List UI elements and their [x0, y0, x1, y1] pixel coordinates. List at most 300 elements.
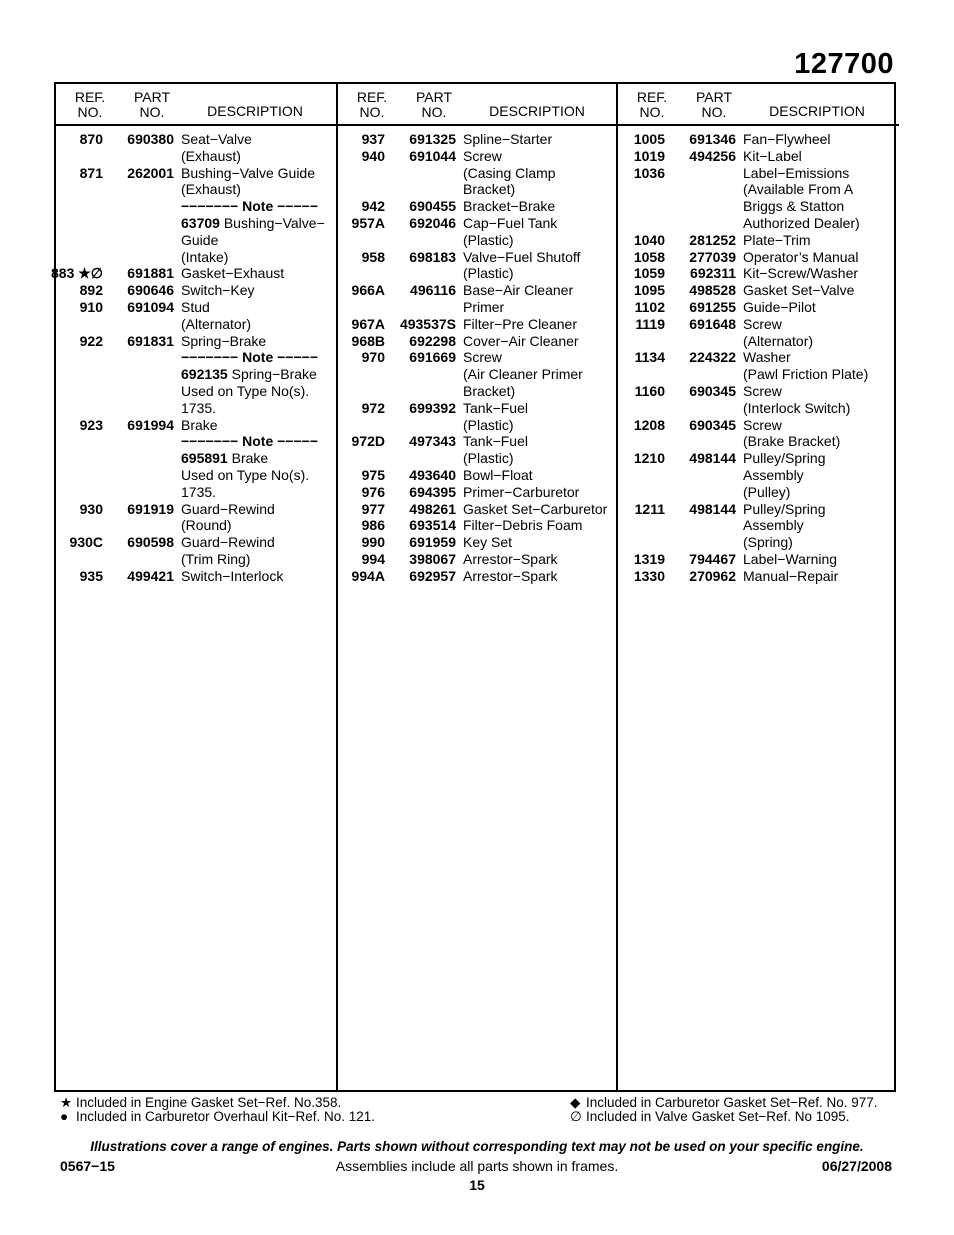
part-description [181, 501, 275, 518]
parts-row [338, 517, 619, 534]
part-description [743, 232, 811, 249]
parts-row [618, 400, 899, 417]
ref-no: 1119 [635, 315, 665, 332]
description-text: (Alternator) [743, 332, 814, 349]
part-description [181, 265, 284, 282]
part-description [463, 501, 607, 518]
parts-row [56, 551, 337, 568]
part-description [743, 265, 858, 282]
part-description [181, 551, 250, 568]
assemblies-note: Assemblies include all parts shown in frames. [335, 1158, 619, 1174]
ref-no: 976 [361, 483, 385, 500]
ref-no: 975 [361, 466, 385, 483]
description-text: (Brake Bracket) [743, 433, 841, 450]
part-no: 691669 [409, 349, 456, 366]
description-text: Guide−Pilot [743, 298, 816, 315]
parts-row [338, 165, 619, 182]
part-description [463, 282, 573, 299]
part-no: 691346 [689, 131, 736, 147]
part-description [181, 450, 268, 467]
part-no: 691325 [409, 131, 456, 147]
parts-row [56, 215, 337, 232]
parts-row [56, 282, 337, 299]
ref-no-header: REF. NO. [636, 89, 668, 120]
description-text: Authorized Dealer) [743, 214, 860, 231]
description-text: Bowl−Float [463, 466, 533, 483]
parts-row [56, 484, 337, 501]
parts-row [56, 433, 337, 450]
parts-row [56, 181, 337, 198]
part-no-header: PART NO. [695, 89, 733, 120]
part-description [181, 366, 317, 383]
part-description [743, 383, 782, 400]
part-description [181, 417, 218, 434]
description-text: Used on Type No(s). [181, 382, 310, 399]
description-text: Bracket) [463, 382, 516, 399]
parts-row [338, 501, 619, 518]
part-description [743, 299, 816, 316]
part-description [743, 148, 802, 165]
parts-row [56, 333, 337, 350]
description-text: (Exhaust) [181, 147, 241, 164]
parts-row [56, 366, 337, 383]
description-text: (Interlock Switch) [743, 399, 851, 416]
description-text: Assembly [743, 517, 804, 534]
part-no: 224322 [689, 349, 736, 366]
description-text: Spline−Starter [463, 131, 553, 147]
parts-row [338, 333, 619, 350]
parts-row [338, 551, 619, 568]
parts-row [618, 232, 899, 249]
ref-no: 1059 [633, 265, 665, 282]
description-text: Label−Warning [743, 550, 838, 567]
diamond-icon: ◆ [570, 1095, 581, 1110]
description-text: Bushing−Valve− [219, 214, 325, 231]
part-description [743, 484, 790, 501]
ref-no: 1160 [634, 382, 665, 399]
parts-row [338, 366, 619, 383]
description-text: Bushing−Valve Guide [181, 164, 315, 181]
note-part-no: 695891 [181, 450, 228, 467]
parts-row [618, 534, 899, 551]
part-no: 692311 [690, 265, 736, 282]
description-text: Kit−Label [743, 147, 802, 164]
part-no: 690345 [689, 416, 736, 433]
description-text: Plate−Trim [743, 231, 811, 248]
column-header [56, 84, 337, 126]
part-description [743, 366, 868, 383]
part-no: 690646 [127, 282, 174, 299]
part-description [463, 299, 504, 316]
part-description [463, 265, 514, 282]
part-description [743, 333, 813, 350]
column-header [618, 84, 899, 126]
part-description [743, 517, 804, 534]
description-text: Arrestor−Spark [463, 567, 558, 584]
part-description [743, 467, 804, 484]
description-text: (Intake) [181, 248, 229, 265]
part-description [181, 534, 275, 551]
parts-row [618, 450, 899, 467]
part-no: 691959 [409, 534, 456, 551]
part-no: 498528 [689, 282, 736, 299]
ref-no: 930 [79, 500, 103, 517]
part-no: 691994 [127, 416, 174, 433]
description-text: Briggs & Statton [743, 198, 845, 215]
parts-row [338, 265, 619, 282]
part-description [463, 148, 502, 165]
parts-row [338, 417, 619, 434]
part-description [181, 316, 251, 333]
description-text: 1735. [181, 399, 217, 416]
part-description [463, 568, 558, 585]
part-description [463, 249, 580, 266]
parts-row [618, 316, 899, 333]
ref-no: 870 [79, 131, 103, 147]
ref-no: 1210 [633, 450, 665, 467]
description-text: (Exhaust) [181, 181, 241, 198]
ref-no: 892 [79, 282, 103, 299]
ref-no: 966A [351, 282, 385, 299]
description-text: Pulley/Spring [743, 450, 826, 467]
ref-no-header: REF. NO. [356, 89, 388, 120]
parts-row [338, 282, 619, 299]
parts-row [618, 517, 899, 534]
part-no: 493640 [409, 466, 456, 483]
parts-row [338, 484, 619, 501]
description-text: 1735. [181, 483, 217, 500]
description-text: Used on Type No(s). [181, 466, 310, 483]
part-description [463, 450, 514, 467]
part-no-header: PART NO. [133, 89, 171, 120]
part-description [463, 232, 514, 249]
description-header: DESCRIPTION [489, 103, 585, 119]
part-description [463, 467, 533, 484]
part-no: 690380 [127, 131, 174, 147]
bullet-icon: ● [60, 1109, 69, 1124]
part-description [463, 366, 583, 383]
parts-row [338, 232, 619, 249]
ref-no: 986 [361, 517, 385, 534]
part-no: 690345 [689, 382, 736, 399]
part-no: 281252 [689, 231, 736, 248]
parts-row [56, 299, 337, 316]
part-description [743, 181, 853, 198]
parts-row [338, 198, 619, 215]
part-description [743, 215, 860, 232]
footnote-bullet: ● Included in Carburetor Overhaul Kit−Ref. No. 121. [60, 1109, 376, 1124]
parts-row [618, 198, 899, 215]
ref-no: 1095 [633, 282, 665, 299]
description-text: Guard−Rewind [181, 500, 275, 517]
description-text: Operator’s Manual [743, 248, 859, 265]
parts-row [618, 417, 899, 434]
part-no: 262001 [127, 164, 174, 181]
column-header [338, 84, 619, 126]
document-code: 0567−15 [60, 1158, 115, 1174]
ref-no: 968B [351, 332, 385, 349]
part-description [463, 417, 514, 434]
ref-no: 994A [351, 567, 385, 584]
description-text: (Pawl Friction Plate) [743, 366, 869, 383]
parts-row [56, 383, 337, 400]
part-no: 692046 [409, 214, 456, 231]
footnote-empty-set: ∅ Included in Valve Gasket Set−Ref. No 1095. [570, 1109, 850, 1124]
part-description [743, 249, 858, 266]
description-text: Brake [227, 450, 269, 467]
part-description [743, 400, 850, 417]
part-no: 694395 [409, 483, 456, 500]
part-description [463, 534, 512, 551]
parts-row [56, 501, 337, 518]
part-description [463, 383, 515, 400]
parts-row [618, 568, 899, 585]
part-description [463, 400, 528, 417]
part-description [181, 568, 283, 585]
parts-row [56, 534, 337, 551]
ref-no: 935 [79, 567, 103, 584]
part-description [463, 198, 555, 215]
parts-row [618, 299, 899, 316]
parts-row [618, 366, 899, 383]
description-text: Spring−Brake [181, 332, 267, 349]
part-description [743, 282, 854, 299]
part-description [181, 517, 232, 534]
ref-no: 871 [79, 164, 103, 181]
description-text: Guard−Rewind [181, 534, 275, 551]
description-text: Valve−Fuel Shutoff [463, 248, 581, 265]
parts-row [56, 349, 337, 366]
ref-no: 1319 [633, 550, 665, 567]
empty-set-icon: ∅ [570, 1109, 582, 1124]
part-description [743, 349, 791, 366]
ref-no: 910 [79, 298, 103, 315]
description-text: Switch−Key [181, 282, 255, 299]
description-text: Label−Emissions [743, 164, 850, 181]
part-description [463, 181, 515, 198]
description-text: (Plastic) [463, 231, 514, 248]
part-no: 691044 [409, 147, 456, 164]
description-text: Primer−Carburetor [463, 483, 580, 500]
description-text: Assembly [743, 466, 804, 483]
part-description [463, 433, 528, 450]
parts-row [618, 333, 899, 350]
parts-row [618, 383, 899, 400]
part-description [463, 333, 579, 350]
part-description [743, 433, 840, 450]
parts-row [56, 198, 337, 215]
description-text: Base−Air Cleaner [463, 282, 574, 299]
parts-row [618, 349, 899, 366]
ref-no: 977 [361, 500, 385, 517]
parts-rows [51, 131, 337, 585]
footnote-diamond: ◆ Included in Carburetor Gasket Set−Ref. No. 977. [570, 1095, 878, 1110]
description-text: (Casing Clamp [463, 164, 556, 181]
parts-row [338, 249, 619, 266]
parts-row [338, 433, 619, 450]
parts-row [51, 265, 337, 282]
parts-row [56, 316, 337, 333]
ref-no: 940 [361, 147, 385, 164]
part-description [181, 181, 241, 198]
ref-no: 1134 [634, 349, 665, 366]
ref-no: 1211 [634, 500, 665, 517]
part-no: 398067 [409, 550, 456, 567]
part-no: 499421 [127, 567, 174, 584]
parts-row [618, 433, 899, 450]
part-no: 270962 [689, 567, 736, 584]
parts-row [618, 249, 899, 266]
parts-column [616, 84, 899, 1090]
part-description [463, 131, 552, 148]
part-description [463, 165, 556, 182]
part-description [181, 198, 318, 215]
parts-row [338, 181, 619, 198]
description-text: Seat−Valve [181, 131, 252, 147]
parts-row [338, 349, 619, 366]
description-text: Arrestor−Spark [463, 550, 558, 567]
part-description [743, 568, 838, 585]
part-no: 691919 [127, 500, 174, 517]
parts-row [618, 215, 899, 232]
description-text: Manual−Repair [743, 567, 839, 584]
part-description [181, 333, 266, 350]
part-no: 277039 [689, 248, 736, 265]
parts-row [338, 450, 619, 467]
parts-row [618, 165, 899, 182]
parts-row [338, 467, 619, 484]
parts-row [618, 265, 899, 282]
description-text: (Available From A [743, 181, 854, 198]
description-header: DESCRIPTION [207, 103, 303, 119]
parts-row [338, 316, 619, 333]
parts-row [56, 417, 337, 434]
note-part-no: 692135 [181, 366, 228, 383]
ref-no: 1330 [633, 567, 665, 584]
part-description [463, 349, 502, 366]
ref-no: 922 [79, 332, 103, 349]
description-text: (Plastic) [463, 416, 514, 433]
description-text: Cap−Fuel Tank [463, 214, 558, 231]
part-no: 698183 [409, 248, 456, 265]
description-text: Switch−Interlock [181, 567, 284, 584]
parts-row [56, 232, 337, 249]
ref-no: 958 [361, 248, 385, 265]
description-text: Screw [743, 315, 782, 332]
parts-row [56, 467, 337, 484]
part-description [181, 282, 255, 299]
part-description [181, 349, 318, 366]
part-description [181, 467, 309, 484]
part-no: 794467 [689, 550, 736, 567]
part-description [181, 215, 325, 232]
description-text: (Spring) [743, 534, 793, 551]
part-no: 690455 [409, 198, 456, 215]
parts-table [51, 82, 896, 1092]
ref-no: 923 [79, 416, 103, 433]
part-description [463, 517, 582, 534]
parts-row [618, 501, 899, 518]
parts-row [56, 131, 337, 148]
ref-no: 957A [351, 214, 385, 231]
parts-row [618, 131, 899, 148]
parts-row [338, 534, 619, 551]
description-text: Filter−Debris Foam [463, 517, 583, 534]
part-description [181, 249, 228, 266]
description-header: DESCRIPTION [769, 103, 865, 119]
description-text: Cover−Air Cleaner [463, 332, 579, 349]
parts-row [618, 484, 899, 501]
description-text: Guide [181, 231, 219, 248]
description-text: Tank−Fuel [463, 433, 528, 450]
parts-row [56, 517, 337, 534]
ref-no: 883 ★∅ [51, 265, 103, 282]
part-description [181, 165, 315, 182]
footnote-star: ★ Included in Engine Gasket Set−Ref. No.358. [60, 1095, 342, 1110]
description-text: (Trim Ring) [181, 550, 251, 567]
parts-row [338, 568, 619, 585]
part-no: 699392 [409, 399, 456, 416]
description-text: −−−−−−− Note −−−−− [181, 198, 318, 215]
part-no: 498144 [689, 450, 736, 467]
part-description [181, 131, 252, 148]
description-text: (Plastic) [463, 450, 514, 467]
parts-row [338, 383, 619, 400]
ref-no: 942 [361, 198, 385, 215]
ref-no: 1208 [633, 416, 665, 433]
parts-row [618, 148, 899, 165]
description-text: (Pulley) [743, 483, 791, 500]
parts-row [338, 299, 619, 316]
part-description [181, 148, 241, 165]
ref-no: 990 [361, 534, 385, 551]
parts-row [56, 148, 337, 165]
parts-row [338, 215, 619, 232]
description-text: Tank−Fuel [463, 399, 528, 416]
part-no: 692957 [409, 567, 456, 584]
description-text: Stud [181, 298, 210, 315]
ref-no: 972D [351, 433, 385, 450]
part-description [181, 484, 216, 501]
description-text: Filter−Pre Cleaner [463, 315, 577, 332]
description-text: Key Set [463, 534, 513, 551]
parts-row [338, 131, 619, 148]
parts-row [338, 148, 619, 165]
description-text: Screw [463, 349, 502, 366]
part-description [743, 165, 849, 182]
part-no: 691831 [127, 332, 174, 349]
part-description [743, 450, 826, 467]
ref-no: 1005 [633, 131, 665, 147]
ref-no: 1019 [633, 147, 665, 164]
description-text: Primer [463, 298, 505, 315]
part-description [463, 215, 557, 232]
part-no: 498144 [689, 500, 736, 517]
ref-no: 1102 [634, 298, 665, 315]
part-description [181, 433, 318, 450]
description-text: Brake [181, 416, 218, 433]
parts-rows [618, 131, 899, 585]
document-title: 127700 [794, 48, 894, 80]
part-no: 498261 [409, 500, 456, 517]
part-description [181, 400, 216, 417]
description-text: (Air Cleaner Primer [463, 366, 583, 383]
part-description [743, 131, 831, 148]
parts-row [56, 165, 337, 182]
page-number: 15 [469, 1177, 485, 1193]
parts-column [336, 84, 619, 1090]
description-text: (Alternator) [181, 315, 252, 332]
